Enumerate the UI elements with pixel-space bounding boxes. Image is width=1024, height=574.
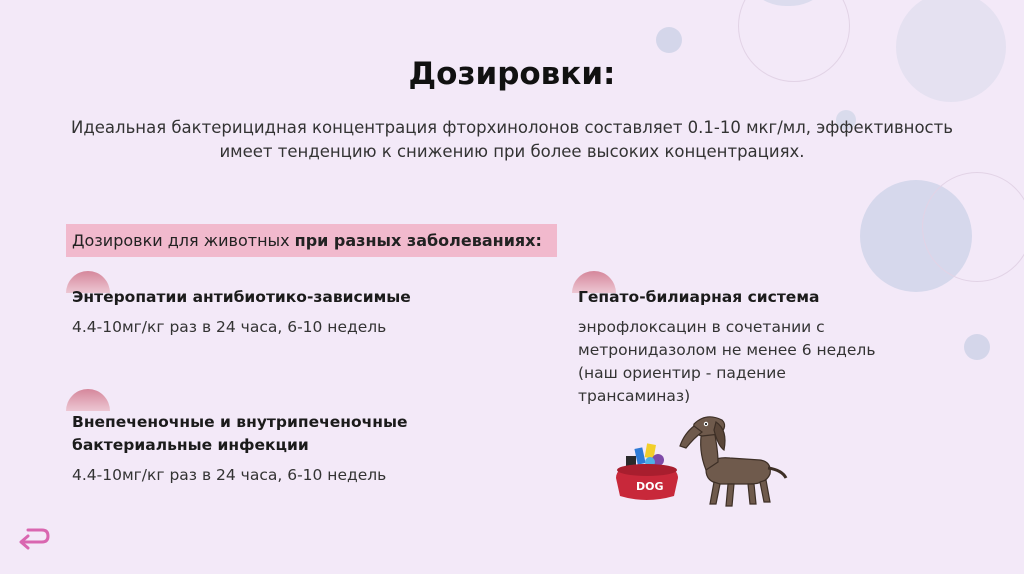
dog-bowl-icon	[616, 443, 678, 500]
item-text: 4.4-10мг/кг раз в 24 часа, 6-10 недель	[72, 318, 387, 336]
bowl-label: DOG	[636, 480, 664, 493]
highlighted-subheading	[66, 224, 557, 257]
intro-paragraph: Идеальная бактерицидная концентрация фторхинолонов составляет 0.1-10 мкг/мл, эффективность имеет тенденцию к снижению при более высоких концентрациях.	[71, 118, 953, 161]
bullet-shape	[66, 389, 110, 411]
decorative-ring	[922, 172, 1024, 282]
item-title: Внепеченочные и внутрипеченочные бактериальные инфекции	[72, 413, 408, 454]
item-title: Гепато-билиарная система	[578, 288, 820, 306]
dog-figure	[680, 417, 786, 506]
item-title: Энтеропатии антибиотико-зависимые	[72, 288, 411, 306]
subheading-normal-text: Дозировки для животных	[72, 231, 290, 250]
item-text: 4.4-10мг/кг раз в 24 часа, 6-10 недель	[72, 466, 387, 484]
return-arrow-icon[interactable]	[14, 522, 50, 554]
decorative-dot	[656, 27, 682, 53]
subheading-bold-text: при разных заболеваниях:	[294, 231, 542, 250]
item-text: энрофлоксацин в сочетании с метронидазолом не менее 6 недель (наш ориентир - падение трансаминаз)	[578, 318, 876, 405]
dog-with-bowl-illustration	[610, 400, 800, 520]
decorative-dot	[964, 334, 990, 360]
slide-title: Дозировки:	[408, 56, 616, 92]
